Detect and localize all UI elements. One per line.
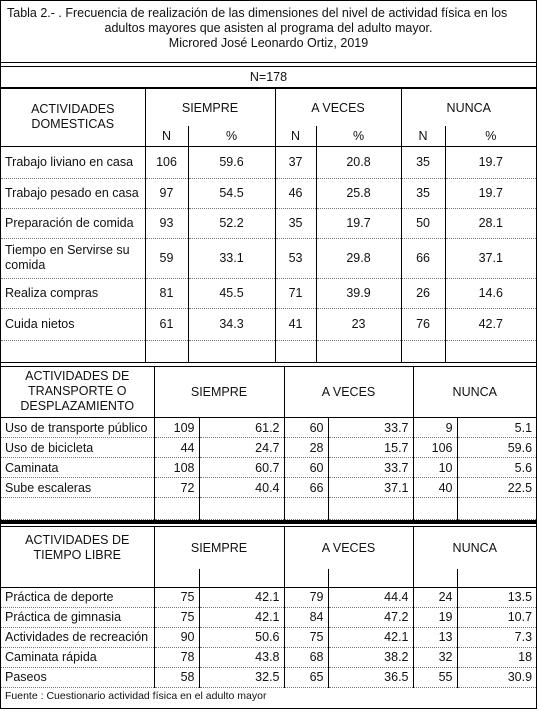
percent-cell: 10.7 [457,607,536,627]
nunca-header: NUNCA [413,527,536,569]
count-cell: 79 [284,587,328,607]
percent-cell: 19.7 [316,208,401,238]
title-line-2: adultos mayores que asisten al programa del adulto mayor. [104,21,433,35]
row-label: Actividades de recreación [1,627,154,647]
count-cell: 37 [275,146,316,178]
percent-cell: 29.8 [316,238,401,278]
siempre-header: SIEMPRE [154,367,284,418]
n-header: N [401,126,445,146]
row-label: Uso de transporte público [1,418,154,438]
percent-cell: 28.1 [445,208,536,238]
transporte-heading: ACTIVIDADES DE TRANSPORTE O DESPLAZAMIENTO [1,367,154,418]
row-label: Cuida nietos [1,308,145,340]
count-cell: 55 [413,667,457,687]
aveces-header: A VECES [275,89,401,126]
count-cell: 81 [145,278,188,308]
title-line-3: Microred José Leonardo Ortiz, 2019 [168,36,369,50]
row-label: Sube escaleras [1,478,154,498]
count-cell: 78 [154,647,199,667]
row-label: Práctica de deporte [1,587,154,607]
count-cell: 58 [154,667,199,687]
nunca-header: NUNCA [413,367,536,418]
nunca-header: NUNCA [401,89,536,126]
table-title [1,1,536,63]
count-cell: 26 [401,278,445,308]
percent-cell: 54.5 [188,178,275,208]
percent-cell: 33.7 [328,418,413,438]
table-row [1,238,536,278]
row-label: Tiempo en Servirse su comida [1,238,145,278]
count-cell: 108 [154,458,199,478]
percent-cell: 45.5 [188,278,275,308]
percent-cell: 19.7 [445,178,536,208]
count-cell: 60 [284,418,328,438]
count-cell: 35 [401,146,445,178]
count-cell: 50 [401,208,445,238]
count-cell: 10 [413,458,457,478]
domesticas-heading: ACTIVIDADES DOMESTICAS [1,89,145,146]
percent-cell: 5.6 [457,458,536,478]
pct-header: % [188,126,275,146]
count-cell: 72 [154,478,199,498]
table-row [1,178,536,208]
row-label: Caminata rápida [1,647,154,667]
table-row [1,458,536,478]
siempre-header: SIEMPRE [145,89,275,126]
n-header: N [145,126,188,146]
percent-cell: 36.5 [328,667,413,687]
row-label: Caminata [1,458,154,478]
row-label: Paseos [1,667,154,687]
percent-cell: 18 [457,647,536,667]
percent-cell: 42.1 [328,627,413,647]
table-row [1,278,536,308]
count-cell: 106 [413,438,457,458]
table-row [1,418,536,438]
percent-cell: 15.7 [328,438,413,458]
percent-cell: 33.7 [328,458,413,478]
percent-cell: 60.7 [199,458,284,478]
percent-cell: 44.4 [328,587,413,607]
row-label: Realiza compras [1,278,145,308]
percent-cell: 24.7 [199,438,284,458]
percent-cell: 34.3 [188,308,275,340]
count-cell: 84 [284,607,328,627]
percent-cell: 22.5 [457,478,536,498]
percent-cell: 33.1 [188,238,275,278]
percent-cell: 20.8 [316,146,401,178]
percent-cell: 43.8 [199,647,284,667]
table-row [1,607,536,627]
sample-size: N=178 [1,67,536,89]
count-cell: 24 [413,587,457,607]
domesticas-table [1,89,536,363]
percent-cell: 52.2 [188,208,275,238]
row-label: Trabajo liviano en casa [1,146,145,178]
table-row [1,587,536,607]
title-line-1: Tabla 2.- . Frecuencia de realización de las dimensiones del nivel de actividad física en los [7,6,508,20]
percent-cell: 38.2 [328,647,413,667]
table-row [1,208,536,238]
transporte-table [1,367,536,521]
source-note: Fuente : Cuestionario actividad física en el adulto mayor [5,689,267,702]
count-cell: 93 [145,208,188,238]
percent-cell: 50.6 [199,627,284,647]
count-cell: 35 [401,178,445,208]
table-row [1,667,536,687]
libre-heading: ACTIVIDADES DE TIEMPO LIBRE [1,527,154,569]
percent-cell: 37.1 [328,478,413,498]
count-cell: 75 [154,607,199,627]
row-label: Uso de bicicleta [1,438,154,458]
percent-cell: 39.9 [316,278,401,308]
percent-cell: 47.2 [328,607,413,627]
empty-row [1,569,536,587]
count-cell: 28 [284,438,328,458]
table-row [1,478,536,498]
count-cell: 66 [401,238,445,278]
percent-cell: 13.5 [457,587,536,607]
count-cell: 9 [413,418,457,438]
count-cell: 109 [154,418,199,438]
count-cell: 53 [275,238,316,278]
aveces-header: A VECES [284,527,413,569]
percent-cell: 42.1 [199,587,284,607]
count-cell: 66 [284,478,328,498]
pct-header: % [445,126,536,146]
count-cell: 61 [145,308,188,340]
percent-cell: 59.6 [457,438,536,458]
count-cell: 35 [275,208,316,238]
n-header: N [275,126,316,146]
count-cell: 44 [154,438,199,458]
count-cell: 60 [284,458,328,478]
count-cell: 59 [145,238,188,278]
percent-cell: 32.5 [199,667,284,687]
percent-cell: 14.6 [445,278,536,308]
count-cell: 97 [145,178,188,208]
count-cell: 65 [284,667,328,687]
percent-cell: 19.7 [445,146,536,178]
count-cell: 76 [401,308,445,340]
count-cell: 46 [275,178,316,208]
count-cell: 90 [154,627,199,647]
siempre-header: SIEMPRE [154,527,284,569]
table-row [1,308,536,340]
row-label: Práctica de gimnasia [1,607,154,627]
percent-cell: 5.1 [457,418,536,438]
percent-cell: 37.1 [445,238,536,278]
empty-row [1,340,536,362]
count-cell: 106 [145,146,188,178]
count-cell: 13 [413,627,457,647]
row-label: Trabajo pesado en casa [1,178,145,208]
percent-cell: 23 [316,308,401,340]
percent-cell: 30.9 [457,667,536,687]
pct-header: % [316,126,401,146]
table-row [1,647,536,667]
percent-cell: 42.7 [445,308,536,340]
percent-cell: 59.6 [188,146,275,178]
count-cell: 32 [413,647,457,667]
percent-cell: 7.3 [457,627,536,647]
count-cell: 75 [284,627,328,647]
table-row [1,146,536,178]
libre-table [1,527,536,688]
aveces-header: A VECES [284,367,413,418]
table-row [1,438,536,458]
count-cell: 68 [284,647,328,667]
count-cell: 40 [413,478,457,498]
percent-cell: 25.8 [316,178,401,208]
percent-cell: 61.2 [199,418,284,438]
count-cell: 71 [275,278,316,308]
percent-cell: 42.1 [199,607,284,627]
count-cell: 41 [275,308,316,340]
table-row [1,627,536,647]
row-label: Preparación de comida [1,208,145,238]
empty-row [1,498,536,520]
percent-cell: 40.4 [199,478,284,498]
count-cell: 19 [413,607,457,627]
count-cell: 75 [154,587,199,607]
